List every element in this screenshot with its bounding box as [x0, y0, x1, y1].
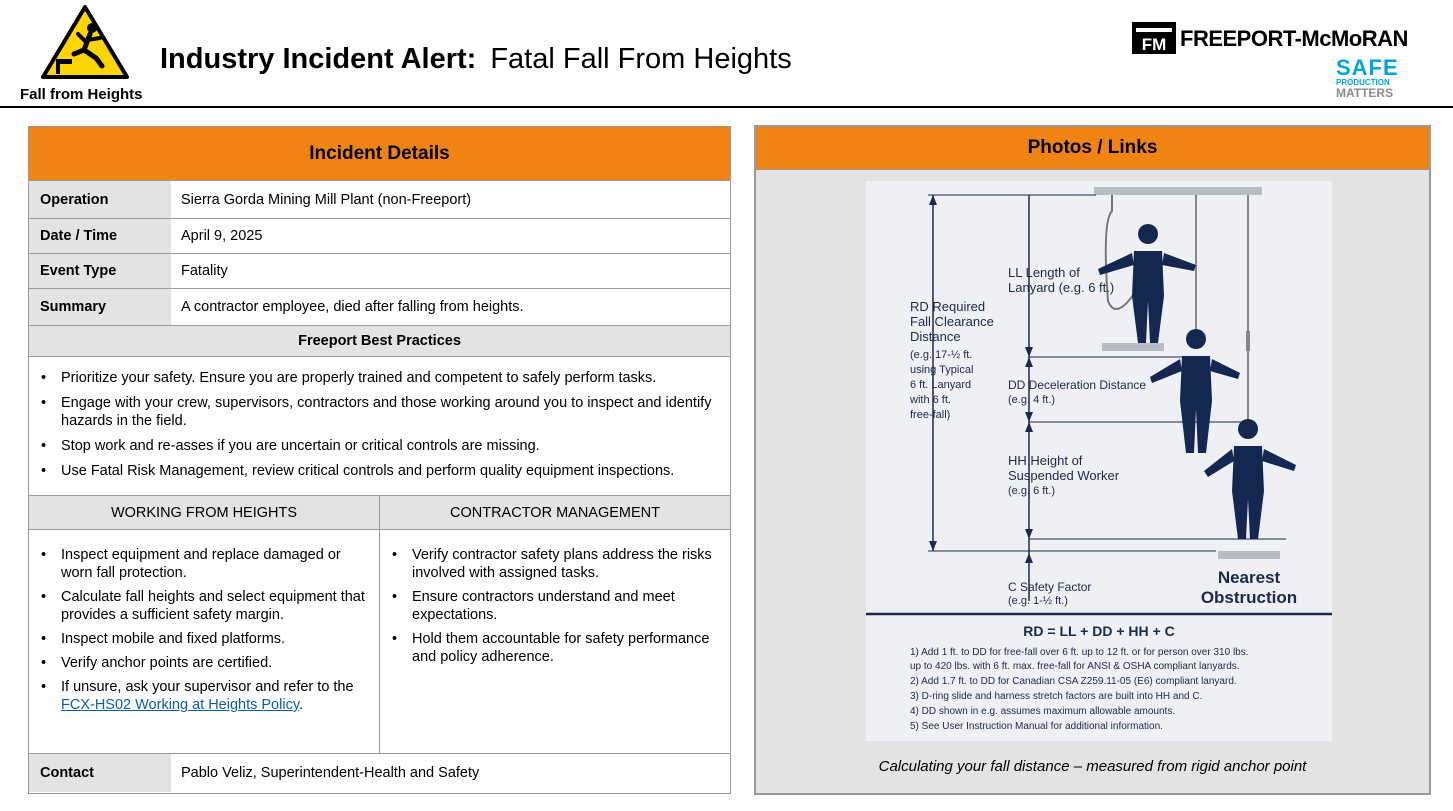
- best-practices-heading: Freeport Best Practices: [29, 326, 730, 357]
- fall-clearance-diagram: [866, 181, 1332, 741]
- ll-label: LL Length of: [1008, 265, 1080, 280]
- safe-production-matters-logo: [1336, 57, 1406, 99]
- rd-label-line: Distance: [910, 329, 961, 344]
- working-from-heights-list: [41, 546, 365, 714]
- detail-value: April 9, 2025: [181, 228, 263, 244]
- detail-key: Contact: [29, 754, 171, 792]
- anchor-beam: [1094, 187, 1262, 195]
- logo-safe-text: SAFE: [1336, 55, 1399, 80]
- ll-label-eg: Lanyard (e.g. 6 ft.): [1008, 280, 1115, 295]
- detail-row-contact: [29, 754, 730, 792]
- fm-logo-text: FM: [1141, 35, 1167, 54]
- policy-link[interactable]: FCX-HS02 Working at Heights Policy: [61, 697, 299, 713]
- working-from-heights-heading: WORKING FROM HEIGHTS: [29, 496, 379, 530]
- company-logo: [1132, 22, 1407, 98]
- incident-details-heading: Incident Details: [29, 127, 730, 181]
- list-item: • Calculate fall heights and select equipment that provides a sufficient safety margin.: [41, 588, 365, 624]
- detail-value: Pablo Veliz, Superintendent-Health and Safety: [181, 765, 480, 781]
- diagram-note: 1) Add 1 ft. to DD for free-fall over 6 ft. up to 12 ft. or for person over 310 lbs.: [910, 647, 1249, 658]
- list-item: • Engage with your crew, supervisors, contractors and those working around you to inspect and identify hazards in the field.: [41, 394, 716, 430]
- diagram-note: 2) Add 1.7 ft. to DD for Canadian CSA Z259.11-05 (E6) compliant lanyard.: [910, 676, 1237, 687]
- detail-value: Fatality: [181, 263, 228, 279]
- contractor-management-list: [392, 546, 716, 666]
- detail-value: A contractor employee, died after falling from heights.: [181, 299, 524, 315]
- dd-label: DD Deceleration Distance: [1008, 378, 1147, 392]
- title-bold: Industry Incident Alert:: [160, 43, 477, 75]
- detail-key: Event Type: [29, 254, 171, 288]
- list-item: • Ensure contractors understand and meet expectations.: [392, 588, 716, 624]
- list-item: • Prioritize your safety. Ensure you are properly trained and competent to safely perform tasks.: [41, 369, 716, 387]
- list-item: • Verify contractor safety plans address the risks involved with assigned tasks.: [392, 546, 716, 582]
- policy-reference-text: If unsure, ask your supervisor and refer to the: [61, 679, 354, 695]
- icon-caption: Fall from Heights: [20, 86, 143, 103]
- detail-row-operation: [29, 181, 730, 219]
- hh-label-line: (e.g. 6 ft.): [1008, 485, 1056, 497]
- photos-links-panel: [754, 125, 1431, 795]
- fall-hazard-warning-icon: [40, 4, 130, 80]
- rd-label-line: RD Required: [910, 299, 986, 314]
- list-item: • Inspect mobile and fixed platforms.: [41, 630, 365, 648]
- diagram-note: 5) See User Instruction Manual for additional information.: [910, 721, 1163, 732]
- detail-row-date: [29, 219, 730, 254]
- rd-label-line: 6 ft. Lanyard: [910, 379, 972, 391]
- rd-label-line: with 6 ft.: [910, 394, 951, 406]
- list-item: • Hold them accountable for safety performance and policy adherence.: [392, 630, 716, 666]
- list-item: • Stop work and re-asses if you are uncertain or critical controls are missing.: [41, 437, 716, 455]
- rd-label-line: free-fall): [910, 409, 951, 421]
- detail-key: Date / Time: [29, 219, 171, 253]
- list-item: • Use Fatal Risk Management, review critical controls and perform quality equipment inspections.: [41, 462, 716, 480]
- contractor-management-heading: CONTRACTOR MANAGEMENT: [380, 496, 730, 530]
- working-from-heights-column: [29, 496, 379, 753]
- fm-logo-mark: [1132, 22, 1176, 54]
- detail-row-event-type: [29, 254, 730, 289]
- best-practices-section: [29, 357, 730, 496]
- list-item: [41, 678, 365, 714]
- c-label: C Safety Factor: [1008, 580, 1092, 594]
- dd-label-eg: (e.g. 4 ft.): [1008, 394, 1056, 406]
- page-header: [0, 0, 1453, 108]
- title-subject: Fatal Fall From Heights: [490, 43, 792, 75]
- page-title: [160, 43, 792, 76]
- rd-label-line: (e.g. 17-½ ft.: [910, 349, 973, 361]
- diagram-caption: Calculating your fall distance – measured from rigid anchor point: [878, 758, 1307, 775]
- best-practices-list: [41, 369, 716, 480]
- logo-company-name: FREEPORT-McMoRAN: [1180, 26, 1408, 51]
- contractor-management-column: [379, 496, 730, 753]
- detail-value: Sierra Gorda Mining Mill Plant (non-Freeport): [181, 191, 472, 208]
- c-label-eg: (e.g. 1-½ ft.): [1008, 595, 1068, 607]
- logo-matters-text: MATTERS: [1336, 86, 1394, 100]
- hh-label-line: Suspended Worker: [1008, 468, 1120, 483]
- diagram-note: 4) DD shown in e.g. assumes maximum allowable amounts.: [910, 706, 1176, 717]
- policy-reference-suffix: .: [299, 697, 304, 713]
- guidance-columns: [29, 496, 730, 754]
- nearest-obstruction-label: Nearest: [1217, 568, 1281, 587]
- list-item: • Inspect equipment and replace damaged or worn fall protection.: [41, 546, 365, 582]
- diagram-note: up to 420 lbs. with 6 ft. max. free-fall for ANSI & OSHA compliant lanyards.: [910, 661, 1240, 672]
- rd-label-line: using Typical: [910, 364, 974, 376]
- detail-key: Operation: [29, 181, 171, 218]
- detail-key: Summary: [29, 289, 171, 325]
- logo-production-text: PRODUCTION: [1336, 78, 1390, 87]
- diagram-note: 3) D-ring slide and harness stretch factors are built into HH and C.: [910, 691, 1203, 702]
- rd-label-line: Fall Clearance: [910, 314, 994, 329]
- list-item: • Verify anchor points are certified.: [41, 654, 365, 672]
- photos-links-heading: Photos / Links: [756, 127, 1429, 170]
- nearest-obstruction-label: Obstruction: [1200, 588, 1298, 607]
- hh-label-line: HH Height of: [1008, 453, 1083, 468]
- incident-details-panel: [28, 126, 731, 794]
- fall-clearance-formula: RD = LL + DD + HH + C: [1023, 623, 1175, 639]
- detail-row-summary: [29, 289, 730, 326]
